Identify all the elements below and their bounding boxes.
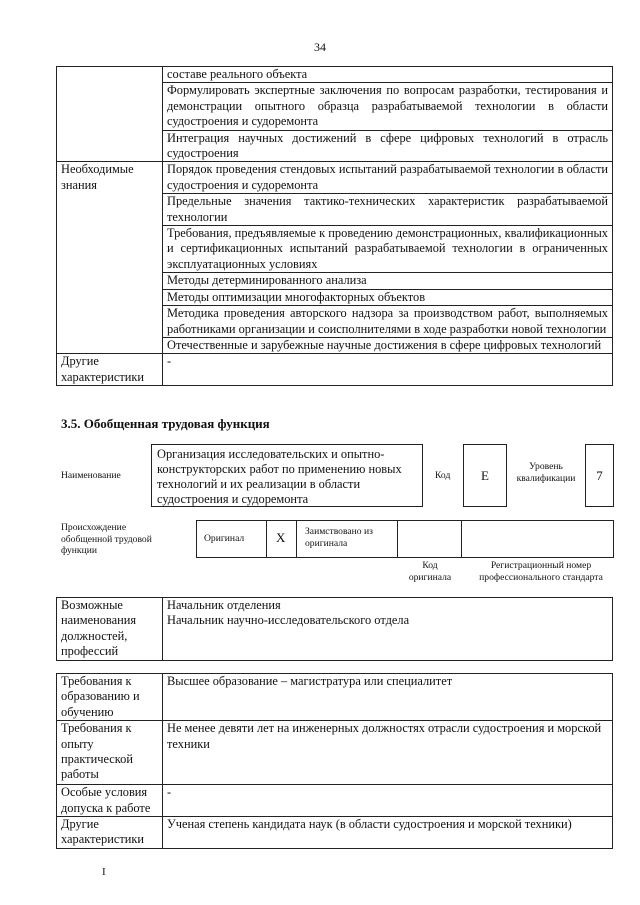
table-cell: Отечественные и зарубежные научные достижения в сфере цифровых технологий <box>163 337 613 353</box>
reg-number-label: Регистрационный номер профессионального стандарта <box>479 560 603 583</box>
table-row <box>57 817 613 849</box>
origin-label: Происхождение обобщенной трудовой функции <box>61 522 152 556</box>
original-mark: X <box>276 530 286 545</box>
origin-box <box>196 520 614 558</box>
row-label-knowledge: Необходимые знания <box>57 162 163 354</box>
table-row <box>57 598 613 661</box>
table-cell: Порядок проведения стендовых испытаний разрабатываемой технологии в области судостроения и судоремонта <box>163 162 613 194</box>
name-value-box <box>151 444 423 507</box>
code-value: E <box>481 468 489 483</box>
code-original-label: Код оригинала <box>408 560 452 583</box>
page-number: 34 <box>314 40 326 54</box>
code-label: Код <box>435 470 451 481</box>
level-label: Уровень квалификации <box>516 461 576 484</box>
table-row <box>57 162 613 194</box>
name-label: Наименование <box>61 470 121 481</box>
row-label-other: Другие характеристики <box>57 354 163 386</box>
divider <box>296 521 297 557</box>
divider <box>397 521 398 557</box>
table-cell: Методы оптимизации многофакторных объектов <box>163 289 613 305</box>
other-value: Ученая степень кандидата наук (в области судостроения и морской техники) <box>163 817 613 849</box>
skills-knowledge-table <box>56 66 613 386</box>
education-label: Требования к образованию и обучению <box>57 674 163 721</box>
table-row <box>57 354 613 386</box>
admission-label: Особые условия допуска к работе <box>57 785 163 817</box>
requirements-table <box>56 673 613 849</box>
section-title: 3.5. Обобщенная трудовая функция <box>61 416 270 431</box>
name-value: Организация исследовательских и опытно-конструкторских работ по применению новых технологий и их реализации в области судостроения и судоремонта <box>157 447 402 506</box>
experience-label: Требования к опыту практической работы <box>57 721 163 785</box>
positions-table <box>56 597 613 661</box>
table-cell-continuation: составе реального объекта <box>163 67 613 83</box>
divider <box>266 521 267 557</box>
position-item: Начальник научно-исследовательского отдела <box>167 613 410 628</box>
experience-value: Не менее девяти лет на инженерных должностях отрасли судостроения и морской техники <box>163 721 613 785</box>
table-row <box>57 721 613 785</box>
code-value-box <box>463 444 507 507</box>
original-label: Оригинал <box>204 533 245 544</box>
table-cell: Интеграция научных достижений в сфере цифровых технологий в отрасль судостроения <box>163 130 613 162</box>
table-cell: Методика проведения авторского надзора за производством работ, выполняемых работниками организации и соисполнителями в ходе разработки новой технологии <box>163 306 613 338</box>
position-item: Начальник отделения <box>167 598 281 612</box>
borrowed-label: Заимствовано из оригинала <box>305 526 373 549</box>
footer-mark: I <box>102 866 106 878</box>
other-label: Другие характеристики <box>57 817 163 849</box>
level-value-box <box>585 444 614 507</box>
table-row <box>57 67 613 83</box>
admission-value: - <box>163 785 613 817</box>
table-cell: Формулировать экспертные заключения по вопросам разработки, тестирования и демонстрации опытного образца разрабатываемой технологии в области судостроения и судоремонта <box>163 83 613 130</box>
positions-values <box>163 598 613 661</box>
table-cell: Требования, предъявляемые к проведению демонстрационных, квалификационных и сертификационных испытаний разрабатываемой технологии в ограниченных эксплуатационных условиях <box>163 226 613 273</box>
row-label-empty <box>57 67 163 162</box>
table-row <box>57 785 613 817</box>
level-value: 7 <box>596 468 603 483</box>
table-row <box>57 674 613 721</box>
education-value: Высшее образование – магистратура или специалитет <box>163 674 613 721</box>
table-cell: Предельные значения тактико-технических характеристик разрабатываемой технологии <box>163 194 613 226</box>
positions-label: Возможные наименования должностей, профессий <box>57 598 163 661</box>
divider <box>461 521 462 557</box>
table-cell: Методы детерминированного анализа <box>163 273 613 289</box>
table-cell: - <box>163 354 613 386</box>
